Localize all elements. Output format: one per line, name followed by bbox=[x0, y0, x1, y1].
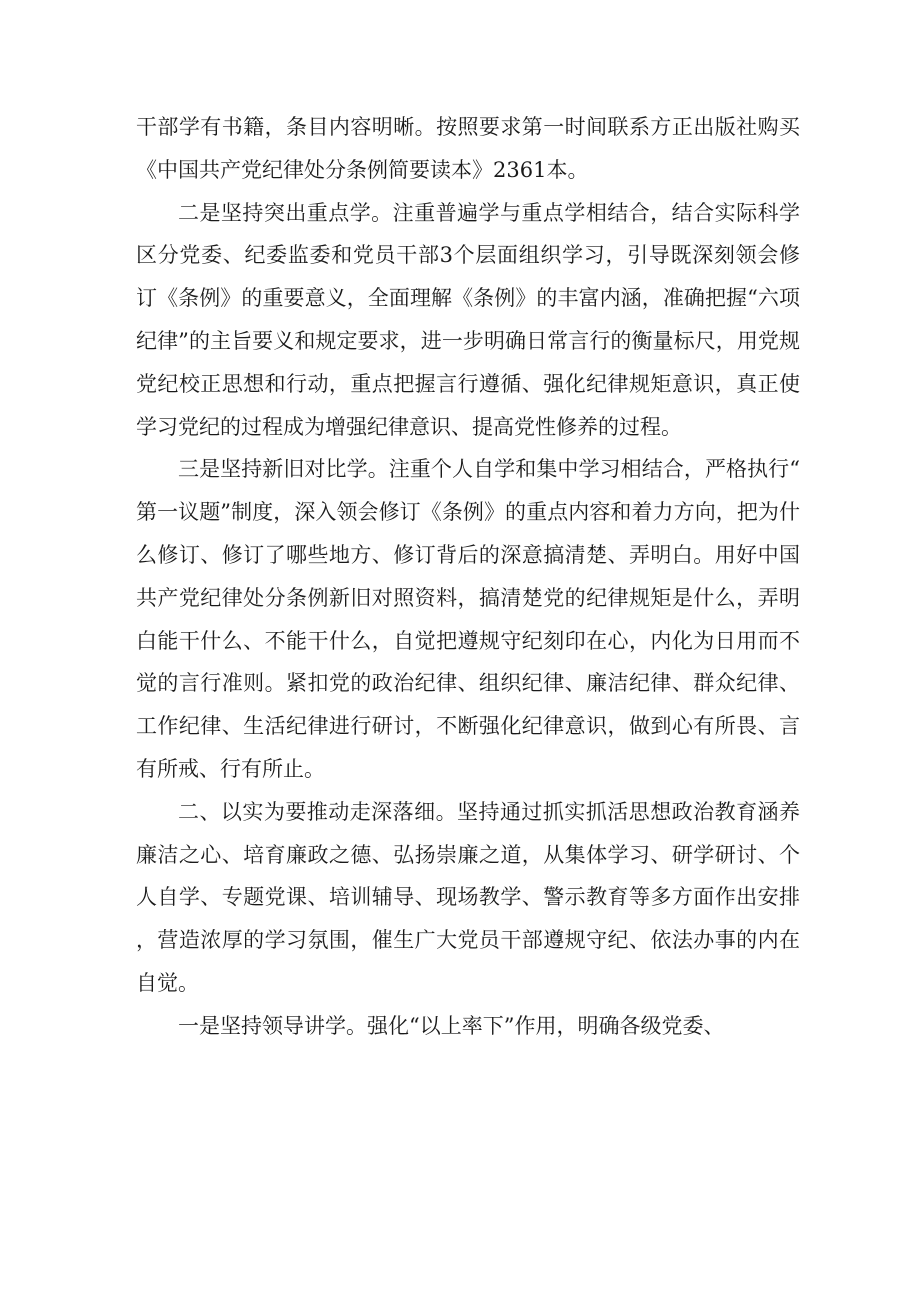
paragraph-continuation: 干部学有书籍，条目内容明晰。按照要求第一时间联系方正出版社购买《中国共产党纪律处分条例简要读本》2361本。 bbox=[136, 115, 800, 182]
document-body bbox=[136, 106, 800, 1048]
paragraph-old-new-comparison: 三是坚持新旧对比学。注重个人自学和集中学习相结合，严格执行“第一议题”制度，深入领会修订《条例》的重点内容和着力方向，把为什么修订、修订了哪些地方、修订背后的深意搞清楚、弄明白。用好中国共产党纪律处分条例新旧对照资料，搞清楚党的纪律规矩是什么，弄明白能干什么、不能干什么，自觉把遵规守纪刻印在心，内化为日用而不觉的言行准则。紧扣党的政治纪律、组织纪律、廉洁纪律、群众纪律、工作纪律、生活纪律进行研讨，不断强化纪律意识，做到心有所畏、言有所戒、行有所止。 bbox=[136, 457, 800, 781]
paragraph-section-two: 二、以实为要推动走深落细。坚持通过抓实抓活思想政治教育涵养廉洁之心、培育廉政之德、弘扬崇廉之道，从集体学习、研学研讨、个人自学、专题党课、培训辅导、现场教学、警示教育等多方面作出安排，营造浓厚的学习氛围，催生广大党员干部遵规守纪、依法办事的内在自觉。 bbox=[136, 799, 800, 995]
paragraph-leadership-study: 一是坚持领导讲学。强化“以上率下”作用，明确各级党委、 bbox=[178, 1013, 725, 1038]
paragraph-key-points-study: 二是坚持突出重点学。注重普遍学与重点学相结合，结合实际科学区分党委、纪委监委和党员干部3个层面组织学习，引导既深刻领会修订《条例》的重要意义，全面理解《条例》的丰富内涵，准确把握“六项纪律”的主旨要义和规定要求，进一步明确日常言行的衡量标尺，用党规党纪校正思想和行动，重点把握言行遵循、强化纪律规矩意识，真正使学习党纪的过程成为增强纪律意识、提高党性修养的过程。 bbox=[136, 200, 800, 439]
